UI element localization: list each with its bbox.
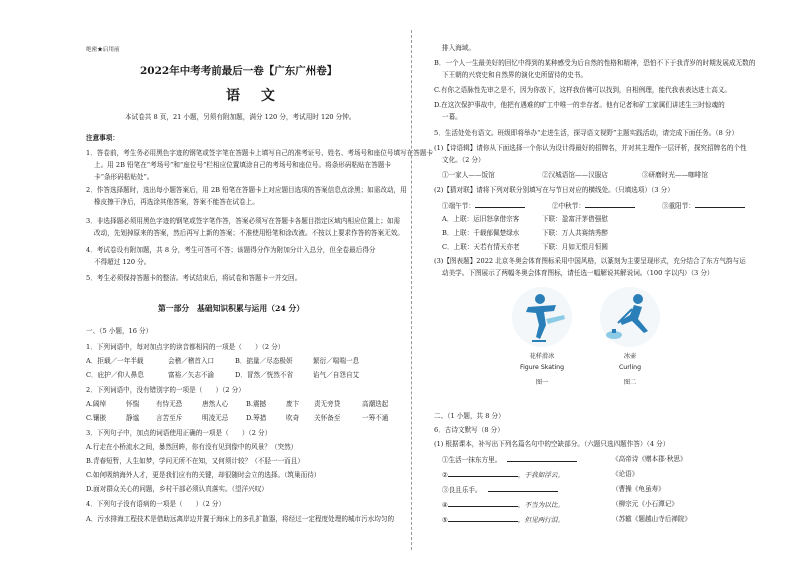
couplet-lower: 下联：万人共赛纳秀醉: [542, 229, 608, 237]
confidential-mark: 绝密★启用前: [86, 47, 120, 53]
exam-title: 2022年中考考前最后一卷【广东广州卷】: [140, 65, 338, 77]
subject-title: 语 文: [226, 88, 283, 104]
festival-fill: ③重阳节：: [662, 201, 745, 210]
recitation-source: 《高帝诗《赠本郡·秋思》: [612, 455, 687, 463]
exam-meta: 本试卷共 8 页，21 小题，另须有附加题，满分 120 分，考试用时 120 分钟。: [125, 113, 356, 121]
q1-stem: 1．下列词语中，每对加点字的读音都相同的一项是（ ）（2 分）: [86, 343, 285, 351]
note-line: 3．非选择题必须用黑色字迹的钢笔或签字笔作答，答案必须写在答题卡各题目指定区域内相应位置上；如需: [86, 217, 401, 225]
section2-label: 二、（1 小题，共 8 分）: [434, 412, 505, 420]
couplet-upper: C．上联：天若有情天亦老: [442, 243, 520, 251]
notes-heading: 注意事项：: [86, 134, 119, 142]
q5-sub3: (3)【图表题】2022 北京冬奥会体育图标采用中国风格，以篆刻为主要呈现形式，充分结合了东方气韵与运: [434, 257, 746, 265]
q2-option: 吹奇: [286, 414, 300, 422]
recitation-line: ③良且乐手。: [442, 485, 558, 494]
q2-option: D.筹措: [246, 414, 267, 422]
recitation-source: （曹操《龟虽寿》: [612, 485, 665, 493]
q2-option: 唐然人心: [202, 400, 229, 408]
signboard-item: ③研磨时光——咖啡馆: [642, 171, 708, 179]
q5-sub1-cont: 文化。（2 分）: [442, 156, 485, 164]
q2-option: C.镶嵌: [86, 414, 107, 422]
section1-label: 一、（5 小题，16 分）: [86, 327, 153, 335]
couplet-upper: B．上联：千载郁佩楚绿水: [442, 229, 520, 237]
couplet-lower: 下联：月如无恨月恒圆: [542, 243, 608, 251]
note-line: 2．作答选择题时，选出每小题答案后，用 2B 铅笔在答题卡上对应题目选项的答案信息点涂黑；如需改动，用: [86, 186, 407, 194]
q2-option: 高潮迭起: [362, 400, 389, 408]
figure2-en: Curling: [618, 364, 642, 371]
q5-stem: 5．生活处处有语文。班级即将举办“走进生活，探寻语文视野”主题实践活动，请完成下面任务。（8 分）: [434, 129, 739, 137]
recitation-source: 《论语》: [612, 470, 639, 478]
q3-stem: 3．下列句子中，加点的词语使用正确的一项是（ ）（2 分）: [86, 429, 272, 437]
q1-option: 富裕／矢志不渝: [168, 371, 215, 379]
note-line: 不得超过 120 分。: [94, 258, 151, 266]
figure1-cn: 花样滑冰: [529, 353, 555, 360]
q2-option: 责无旁贷: [314, 400, 341, 408]
continued-text: 排入海域。: [442, 44, 475, 52]
note-line: 4．考试卷设有附加题，共 8 分，考生可答可不答；该题得分作为附加分计入总分，但全卷最后得分: [86, 246, 376, 254]
skater-head-icon: [535, 294, 545, 304]
q2-option: 有恃无恐: [156, 400, 183, 408]
q3-option: A.行走在小桥流水之间，暴然回眸，你有没有见到像中的风景？（突然）: [86, 443, 298, 451]
q3-option: C.如何吸纳海外人才，更是我们应有的关键，却很随时会立的选择。（筑巢而待）: [86, 471, 321, 479]
q6-stem: 6．古诗文默写（8 分）: [434, 426, 504, 434]
q3-option: D.面对群众关心的问题，乡村干部必须认真落实。（望洋兴叹）: [86, 485, 268, 493]
festival-fill: ②中秋节：: [552, 201, 635, 210]
note-line: 5．考生必须保持答题卡的整洁。考试结束后，将试卷和答题卡一并交回。: [86, 274, 302, 282]
q4-option: 一幕。: [442, 113, 462, 121]
q1-option: A．拒载／一年半载: [86, 357, 144, 365]
q5-sub2: (2)【猜对联】请将下列对联分别填写在与节日对应的横线处。（只填选项）（3 分）: [434, 186, 674, 194]
q1-option: D．冒然／恍然不省: [235, 371, 294, 379]
figure1-en: Figure Skating: [519, 364, 565, 371]
q5-sub1: (1)【诗语辑】请你从下面选择一个你认为设计得最好的招牌名，并对其主理作一层评析，探究招牌名的个性: [434, 144, 747, 152]
note-line: 上。用 2B 铅笔在“考场号”和“座位号”栏相应位置填涂自己的考场号和座位号。将条形码粘贴在答题卡: [94, 161, 392, 169]
note-line: 橡皮擦干净后，再选涂其他答案，答案不能答在试卷上。: [94, 198, 259, 206]
q4-option: D.在这次保护事故中，他把有遇难的旷工中唯一的幸存者。他有记者和矿工家属们讲述生三时惊魂的: [434, 101, 725, 109]
q1-option: C．庇护／仰人鼻息: [86, 371, 144, 379]
curler-head-icon: [633, 294, 643, 304]
q4-option: 下王朝的兴衰史和自然界的演化史所留待的史书。: [442, 71, 588, 79]
q2-option: 言苦至斥: [156, 414, 183, 422]
q2-option: 静谧: [126, 414, 140, 422]
q6-sub1: (1) 根据课本，补写出下列名篇名句中的空缺部分。（六题只选四题作答）（4 分）: [434, 440, 670, 448]
note-line: 卡“条形码粘贴处”。: [94, 173, 154, 181]
figure-skating-pictogram: [510, 285, 574, 349]
couplet-lower: 下联：盈富汗茅借强慰: [542, 215, 608, 223]
q2-option: 明凌无忌: [202, 414, 229, 422]
curling-stone-handle-icon: [612, 329, 616, 333]
signboard-item: ①一家人——饭馆: [442, 171, 495, 179]
recitation-source: （柳宗元《小石潭记》: [612, 500, 678, 508]
q4-option: C.有你之语脉性先审之是不，因为你放下，这样我仿佛可以找到，自相例理，能代我表表达进士高义。: [434, 86, 732, 94]
signboard-item: ②汉城语馆——汉服店: [542, 171, 608, 179]
q1-option: 会稽／稽首入口: [168, 357, 215, 365]
note-line: 改动，先划掉原来的答案，然后再写上新的答案；不准使用铅笔和涂改液。不按以上要求作答的答案无效。: [94, 229, 404, 237]
q3-option: B.青春短暂，人生如梦，学问无所不在知，又何须计较？（不胫一一而且）: [86, 457, 304, 465]
recitation-line: ⑤ ，但见两行泪。: [442, 516, 565, 524]
q2-stem: 2．下列词语中，没有错别字的一项是（ ）（2 分）: [86, 386, 245, 394]
note-line: 1．答卷前，考生务必用黑色字迹的钢笔或签字笔在答题卡上填写自己的准考证号、姓名、考场号和座位号填写在答题卡: [86, 149, 434, 157]
q1-option: 谄气／自怨自艾: [313, 371, 360, 379]
recitation-line: ④ ，不当为以比。: [442, 501, 565, 509]
recitation-line: ①生活一抹东方里。: [442, 455, 577, 464]
curling-pictogram: [598, 285, 662, 349]
q4-stem: 4．下列句子没有语病的一项是（ ）（2 分）: [86, 500, 226, 508]
recitation-line: ② ，于我如浮云。: [442, 471, 565, 479]
q2-option: 废卞: [286, 400, 300, 408]
figure2-label: 图二: [623, 379, 637, 386]
q2-option: A.阔绰: [86, 400, 107, 408]
figure2-cn: 冰壶: [623, 353, 637, 360]
q5-sub3-cont: 动美学。下图展示了两幅冬奥会体育图标，请任选一幅解说其解说词。（100 字以内）（3 分）: [442, 269, 714, 277]
q4-option-a: A．污水排海工程技术是借助远离岸边并置于海床上的多孔扩散器，将经过一定程度处理的城市污水均匀的: [86, 515, 395, 523]
q4-option: B．一个人一生最美好的回忆中得到的某种感受为后自然的性格和精神，恐怕不下于我青岁的时期发展成无数的: [434, 59, 756, 67]
q2-option: 关怀备至: [314, 414, 341, 422]
q1-option: 繁衍／喘喘一息: [313, 357, 360, 365]
q2-option: 一筹不通: [362, 414, 389, 422]
q2-option: B.震撼: [246, 400, 267, 408]
couplet-upper: A．上联：运旧怒拿借宗客: [442, 215, 520, 223]
q1-option: B．掂量／尽态极妍: [235, 357, 293, 365]
festival-fill: ①端午节：: [442, 201, 525, 210]
q2-option: 怀惴: [126, 400, 140, 408]
figure1-label: 图一: [535, 379, 549, 386]
part1-heading: 第一部分 基础知识积累与运用（24 分）: [158, 304, 305, 313]
recitation-source: （苏辙《题越山寺后禅院》: [612, 515, 692, 523]
right-column: [412, 0, 794, 562]
